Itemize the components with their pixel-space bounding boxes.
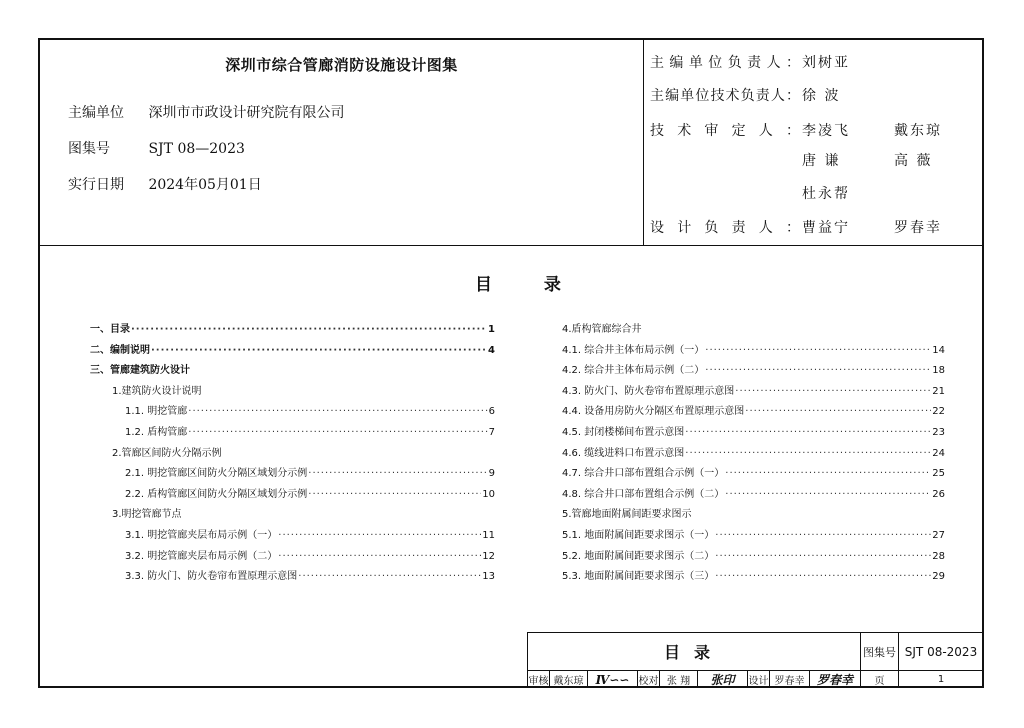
toc-entry-page: 10 (482, 488, 495, 500)
toc-leader-dots (278, 551, 481, 562)
toc-leader-dots (705, 365, 931, 376)
toc-entry-page: 4 (488, 344, 495, 356)
toc-entry-page: 18 (932, 365, 945, 377)
toc-leader-dots (151, 345, 487, 356)
toc-entry-page: 23 (932, 427, 945, 438)
toc-leader-dots (705, 345, 931, 356)
toc-entry (125, 526, 495, 541)
atlas-number-label: 图集号 (68, 141, 110, 157)
reviewer-name: 唐 谦 (802, 153, 841, 169)
design-head-name: 罗春幸 (894, 220, 942, 236)
toc-entry (562, 567, 945, 582)
toc-entry (562, 341, 945, 356)
atlas-number-value: SJT 08—2023 (148, 141, 245, 157)
toc-entry-title: 4.3. 防火门、防火卷帘布置原理示意图 (562, 385, 735, 397)
toc-leader-dots (685, 427, 931, 438)
toc-entry (562, 547, 945, 562)
toc-title (475, 270, 561, 295)
page-label: 页 (861, 671, 899, 688)
toc-entry-title: 4.1. 综合井主体布局示例（一） (562, 344, 705, 356)
toc-entry-title: 5.管廊地面附属间距要求图示 (562, 509, 692, 521)
unit-head-label: 主编单位负责人： (650, 55, 800, 71)
reviewer-name: 戴东琼 (894, 123, 942, 139)
toc-entry-title: 1.2. 盾构管廊 (125, 427, 188, 438)
toc-leader-dots (735, 386, 931, 397)
toc-entry-page: 25 (932, 468, 945, 480)
reviewer-name: 杜永帮 (802, 186, 850, 202)
toc-entry-title: 3.3. 防火门、防火卷帘布置原理示意图 (125, 571, 298, 583)
toc-entry (125, 485, 495, 500)
toc-leader-dots (715, 551, 931, 562)
toc-entry-page: 27 (932, 530, 945, 541)
sheet-title: 目录 (528, 633, 861, 670)
reviewer-name: 高 薇 (894, 153, 933, 169)
toc-entry (125, 547, 495, 562)
toc-entry-page: 1 (488, 324, 495, 335)
toc-entry (125, 567, 495, 582)
toc-entry-title: 4.6. 缆线进料口布置示意图 (562, 447, 685, 459)
toc-leader-dots (725, 468, 931, 479)
toc-entry-page: 21 (932, 385, 945, 397)
toc-entry-page: 13 (482, 571, 495, 583)
review-name: 戴东琼 (550, 671, 588, 688)
toc-entry-title: 4.4. 设备用房防火分隔区布置原理示意图 (562, 406, 745, 418)
toc-entry-title: 2.1. 明挖管廊区间防火分隔区域划分示例 (125, 468, 308, 480)
toc-entry-title: 4.2. 综合井主体布局示例（二） (562, 365, 705, 377)
toc-leader-dots (188, 427, 487, 438)
toc-entry (562, 423, 945, 438)
signature-row (528, 670, 983, 687)
toc-entry (112, 505, 182, 520)
toc-entry (90, 320, 495, 335)
editor-unit-label: 主编单位 (68, 105, 124, 121)
check-label: 校对 (638, 671, 660, 688)
effective-date-value: 2024年05月01日 (148, 177, 262, 193)
toc-entry (562, 485, 945, 500)
toc-leader-dots (715, 530, 931, 541)
title-block (527, 632, 982, 688)
toc-leader-dots (725, 489, 931, 500)
toc-entry (112, 444, 222, 459)
toc-entry-page: 26 (932, 488, 945, 500)
toc-entry (125, 423, 495, 438)
toc-entry-title: 1.建筑防火设计说明 (112, 385, 202, 397)
toc-entry-title: 3.明挖管廊节点 (112, 509, 182, 521)
tb-atlas-number-label: 图集号 (861, 633, 899, 670)
toc-entry-page: 14 (932, 344, 945, 356)
toc-title-char: 录 (543, 275, 561, 295)
toc-entry (562, 505, 692, 520)
toc-entry-title: 5.2. 地面附属间距要求图示（二） (562, 550, 715, 562)
tech-head-name: 徐 波 (802, 88, 841, 104)
toc-entry-title: 4.7. 综合井口部布置组合示例（一） (562, 468, 725, 480)
design-name: 罗春幸 (770, 671, 810, 688)
toc-entry (562, 464, 945, 479)
responsible-persons (644, 40, 982, 245)
toc-entry (112, 382, 202, 397)
toc-entry-title: 4.8. 综合井口部布置组合示例（二） (562, 488, 725, 500)
toc-entry-page: 11 (482, 530, 495, 541)
toc-entry-title: 5.3. 地面附属间距要求图示（三） (562, 571, 715, 583)
design-signature: 罗春幸 (810, 671, 861, 688)
toc-entry-title: 2.2. 盾构管廊区间防火分隔区域划分示例 (125, 488, 308, 500)
toc-leader-dots (278, 530, 481, 541)
toc-entry-page: 22 (932, 406, 945, 418)
toc-entry-page: 9 (488, 468, 495, 480)
toc-entry-page: 29 (932, 571, 945, 583)
header-block (40, 40, 982, 246)
toc-entry-title: 5.1. 地面附属间距要求图示（一） (562, 530, 715, 541)
toc-title-char: 目 (475, 275, 492, 295)
toc-entry (562, 382, 945, 397)
toc-entry-page: 6 (488, 406, 495, 418)
toc-entry-title: 三、管廊建筑防火设计 (90, 365, 190, 377)
toc-entry-title: 4.盾构管廊综合井 (562, 324, 642, 335)
effective-date-row (68, 174, 262, 194)
design-head-name: 曹益宁 (802, 220, 850, 236)
toc-leader-dots (308, 468, 487, 479)
toc-leader-dots (131, 324, 487, 335)
effective-date-label: 实行日期 (68, 177, 124, 193)
tb-atlas-number-value: SJT 08-2023 (904, 644, 978, 659)
toc-entry (562, 444, 945, 459)
review-signature: Ⅳ∽∽ (588, 671, 638, 688)
atlas-title: 深圳市综合管廊消防设施设计图集 (225, 56, 458, 74)
toc-leader-dots (745, 406, 931, 417)
toc-entry (90, 341, 495, 356)
unit-head-name: 刘树亚 (802, 55, 850, 71)
toc-entry-title: 4.5. 封闭楼梯间布置示意图 (562, 427, 685, 438)
editor-unit-row (68, 102, 344, 122)
toc-entry-page: 24 (932, 447, 945, 459)
reviewer-name: 李凌飞 (802, 123, 850, 139)
toc-entry (562, 526, 945, 541)
design-head-label: 设计负责人： (650, 220, 800, 236)
toc-entry (90, 361, 190, 376)
atlas-info (40, 40, 644, 245)
tech-head-label: 主编单位技术负责人： (650, 88, 800, 104)
review-label: 审核 (528, 671, 550, 688)
toc-entry-page: 12 (482, 550, 495, 562)
toc-leader-dots (298, 571, 481, 582)
toc-entry (562, 361, 945, 376)
atlas-number-row (68, 138, 245, 158)
drawing-frame (38, 38, 984, 688)
editor-unit-value: 深圳市市政设计研究院有限公司 (148, 105, 345, 121)
toc-entry-title: 1.1. 明挖管廊 (125, 406, 188, 418)
check-name: 张 翔 (660, 671, 698, 688)
toc-entry-page: 28 (932, 550, 945, 562)
reviewer-label: 技术审定人： (650, 123, 800, 139)
toc-entry-title: 2.管廊区间防火分隔示例 (112, 447, 222, 459)
toc-leader-dots (715, 571, 931, 582)
toc-entry (562, 402, 945, 417)
design-label: 设计 (748, 671, 770, 688)
page-value: 1 (937, 674, 945, 685)
toc-leader-dots (308, 489, 481, 500)
toc-entry-title: 二、编制说明 (90, 344, 150, 356)
toc-entry (125, 402, 495, 417)
toc-entry-title: 3.1. 明挖管廊夹层布局示例（一） (125, 530, 278, 541)
toc-entry-page: 7 (488, 427, 495, 438)
check-signature: 张印 (698, 671, 748, 688)
toc-entry-title: 3.2. 明挖管廊夹层布局示例（二） (125, 550, 278, 562)
toc-leader-dots (685, 448, 931, 459)
toc-entry-title: 一、目录 (90, 324, 130, 335)
toc-leader-dots (188, 406, 487, 417)
toc-entry (125, 464, 495, 479)
toc-entry (562, 320, 642, 335)
